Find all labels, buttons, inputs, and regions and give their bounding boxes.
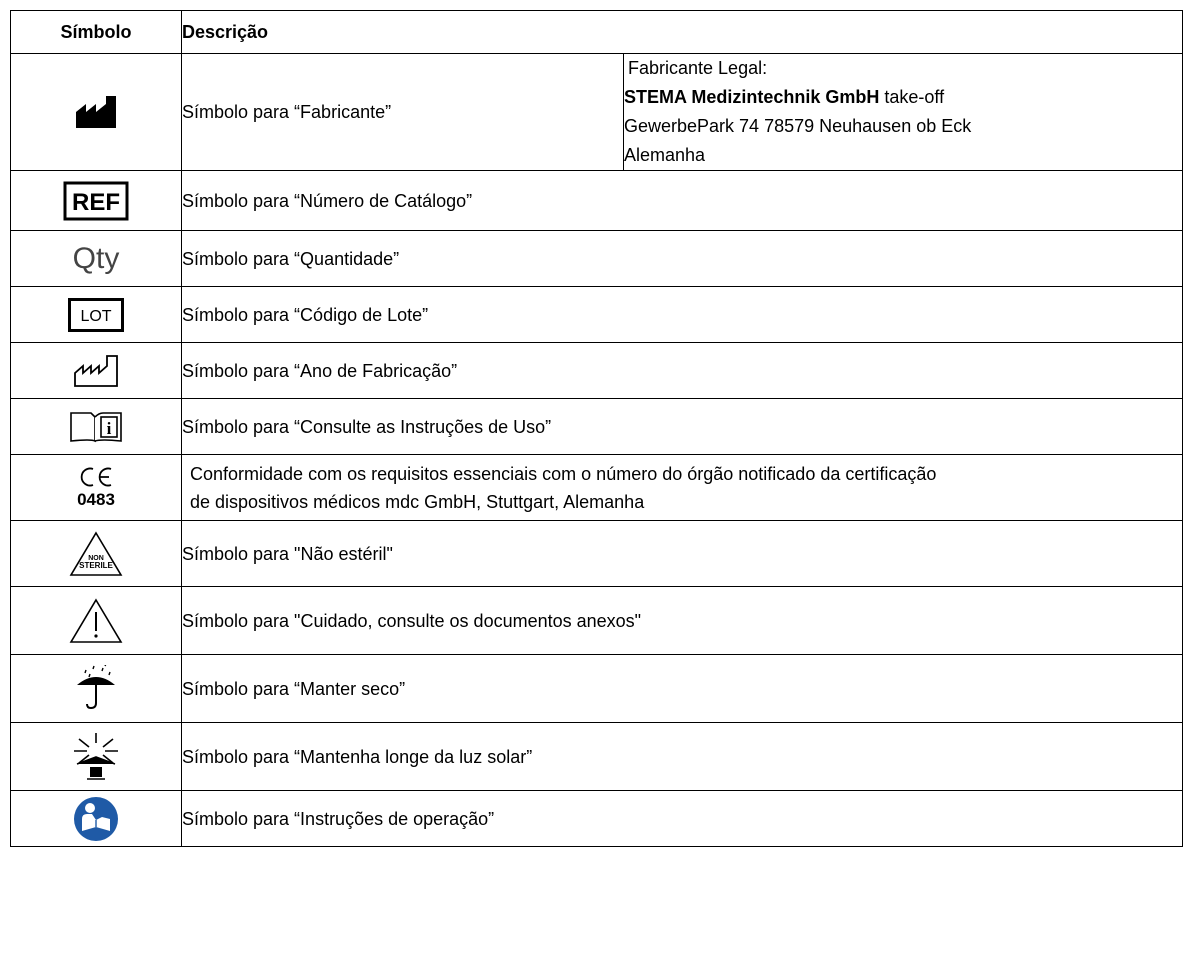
legal-label: Fabricante Legal: bbox=[628, 58, 768, 78]
symbols-table bbox=[10, 10, 1183, 847]
table-row bbox=[11, 791, 1183, 847]
symbol-cell bbox=[11, 54, 182, 171]
table-row bbox=[11, 54, 1183, 171]
company-suffix: take-off bbox=[879, 87, 945, 107]
symbol-cell bbox=[11, 171, 182, 231]
quantity-icon: Qty bbox=[72, 241, 120, 275]
table-row bbox=[11, 343, 1183, 399]
symbol-cell bbox=[11, 399, 182, 455]
ce-mark bbox=[77, 466, 115, 510]
ce-label-line2: de dispositivos médicos mdc GmbH, Stuttgart, Alemanha bbox=[190, 491, 645, 512]
description-cell: Símbolo para “Ano de Fabricação” bbox=[182, 343, 1183, 399]
notified-body-number: 0483 bbox=[77, 489, 115, 509]
symbol-cell bbox=[11, 343, 182, 399]
description-cell: Símbolo para “Quantidade” bbox=[182, 231, 1183, 287]
table-row bbox=[11, 455, 1183, 521]
table-row bbox=[11, 723, 1183, 791]
description-cell: Símbolo para “Fabricante” bbox=[182, 54, 624, 171]
symbol-cell bbox=[11, 521, 182, 587]
symbol-cell bbox=[11, 455, 182, 521]
description-cell: Símbolo para “Código de Lote” bbox=[182, 287, 1183, 343]
lot-icon-text: LOT bbox=[80, 307, 112, 325]
company-line bbox=[624, 83, 1182, 112]
manufacturer-details bbox=[624, 54, 1183, 171]
manufacturer-icon bbox=[74, 94, 118, 130]
symbol-cell bbox=[11, 231, 182, 287]
operating-instructions-icon bbox=[72, 795, 120, 843]
symbol-cell bbox=[11, 655, 182, 723]
table-row bbox=[11, 231, 1183, 287]
table-row bbox=[11, 399, 1183, 455]
keep-away-sunlight-icon bbox=[71, 731, 121, 783]
description-cell: Símbolo para "Não estéril" bbox=[182, 521, 1183, 587]
company-name: STEMA Medizintechnik GmbH bbox=[624, 87, 880, 107]
svg-text:STERILE: STERILE bbox=[79, 560, 113, 570]
header-symbol: Símbolo bbox=[11, 11, 182, 54]
description-cell bbox=[182, 455, 1183, 521]
table-header-row bbox=[11, 11, 1183, 54]
ref-icon-text: REF bbox=[72, 188, 120, 216]
country-line: Alemanha bbox=[624, 145, 706, 165]
description-cell: Símbolo para "Cuidado, consulte os documentos anexos" bbox=[182, 587, 1183, 655]
symbol-cell bbox=[11, 587, 182, 655]
table-row bbox=[11, 587, 1183, 655]
symbol-cell bbox=[11, 791, 182, 847]
table-row bbox=[11, 655, 1183, 723]
non-sterile-icon bbox=[68, 530, 124, 578]
lot-icon bbox=[68, 298, 124, 332]
description-cell: Símbolo para “Manter seco” bbox=[182, 655, 1183, 723]
symbol-cell bbox=[11, 287, 182, 343]
description-cell: Símbolo para “Consulte as Instruções de Uso” bbox=[182, 399, 1183, 455]
header-description: Descrição bbox=[182, 11, 1183, 54]
table-row bbox=[11, 287, 1183, 343]
keep-dry-icon bbox=[71, 665, 121, 713]
table-row bbox=[11, 521, 1183, 587]
table-row bbox=[11, 171, 1183, 231]
svg-text:NON: NON bbox=[88, 554, 104, 562]
ce-label-line1: Conformidade com os requisitos essenciais com o número do órgão notificado da certificação bbox=[190, 463, 937, 484]
manufacture-date-icon bbox=[72, 353, 120, 389]
symbol-cell bbox=[11, 723, 182, 791]
ce-icon bbox=[78, 466, 114, 488]
svg-text:i: i bbox=[106, 418, 112, 438]
ref-icon bbox=[63, 181, 129, 221]
instructions-for-use-icon bbox=[67, 409, 125, 445]
address-line: GewerbePark 74 78579 Neuhausen ob Eck bbox=[624, 116, 972, 136]
description-cell: Símbolo para “Número de Catálogo” bbox=[182, 171, 1183, 231]
description-cell: Símbolo para “Mantenha longe da luz solar” bbox=[182, 723, 1183, 791]
caution-icon bbox=[68, 597, 124, 645]
description-cell: Símbolo para “Instruções de operação” bbox=[182, 791, 1183, 847]
